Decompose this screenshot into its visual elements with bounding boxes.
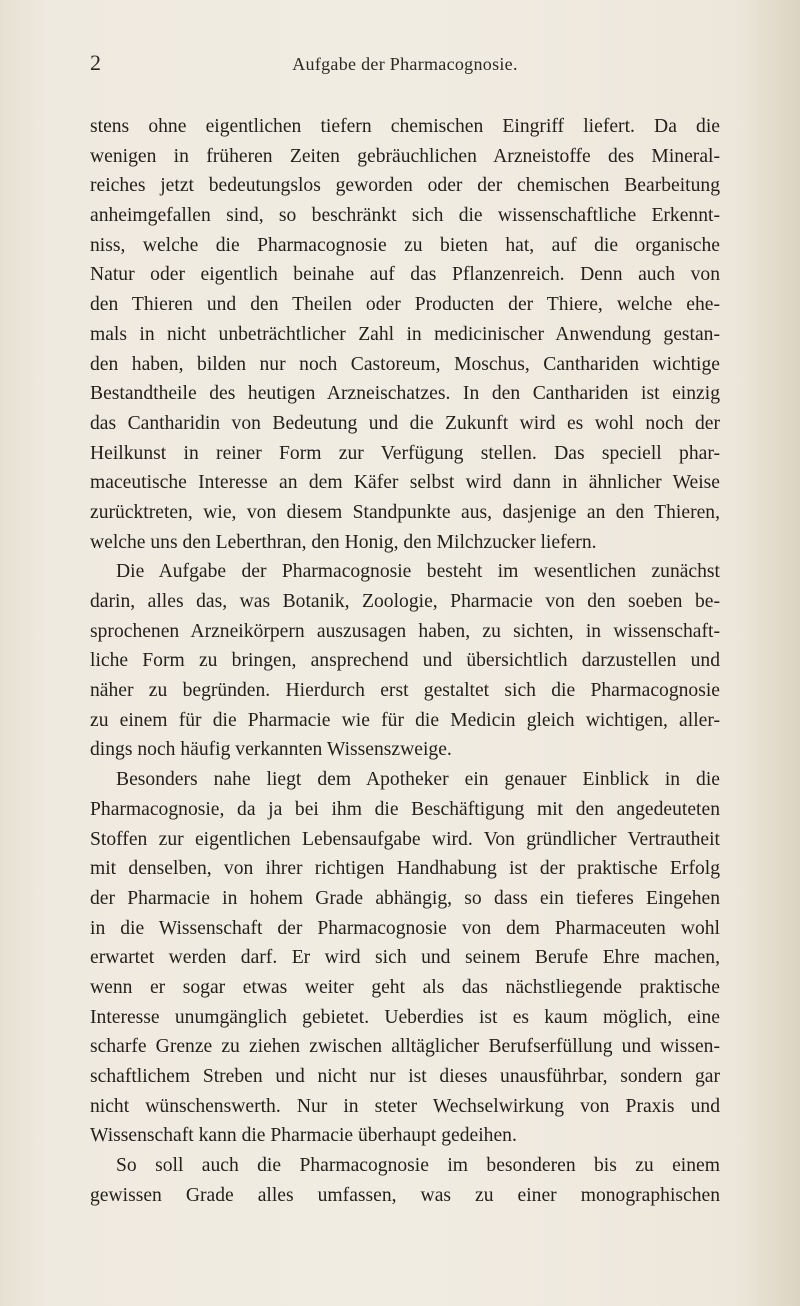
text-line: Natur oder eigentlich beinahe auf das Pflanzenreich. Denn auch von [90,264,720,286]
text-line: Besonders nahe liegt dem Apotheker ein genauer Einblick in die [116,769,720,791]
text-line: dings noch häufig verkannten Wissenszweige. [90,739,452,761]
text-line: der Pharmacie in hohem Grade abhängig, so dass ein tieferes Eingehen [90,887,720,909]
text-line: Wissenschaft kann die Pharmacie überhaupt gedeihen. [90,1125,517,1147]
text-line: niss, welche die Pharmacognosie zu bieten hat, auf die organische [90,234,720,256]
text-line: wenn er sogar etwas weiter geht als das nächstliegende praktische [90,976,720,998]
text-line: schaftlichem Streben und nicht nur ist dieses unausführbar, sondern gar [90,1066,720,1087]
text-line: näher zu begründen. Hierdurch erst gestaltet sich die Pharmacognosie [90,680,720,702]
running-head: Aufgabe der Pharmacognosie. [292,54,518,74]
text-line: Stoffen zur eigentlichen Lebensaufgabe wird. Von gründlicher Vertrautheit [90,828,720,850]
text-line: den haben, bilden nur noch Castoreum, Moschus, Canthariden wichtige [90,353,720,375]
text-line: liche Form zu bringen, ansprechend und übersichtlich darzustellen und [90,650,720,672]
text-line: reiches jetzt bedeutungslos geworden oder der chemischen Bearbeitung [90,175,720,197]
text-line: scharfe Grenze zu ziehen zwischen alltäglicher Berufserfüllung und wissen- [90,1036,720,1058]
text-line: anheimgefallen sind, so beschränkt sich die wissenschaftliche Erkennt- [90,205,720,227]
text-line: wenigen in früheren Zeiten gebräuchlichen Arzneistoffe des Mineral- [90,145,720,167]
text-line: So soll auch die Pharmacognosie im besonderen bis zu einem [116,1155,720,1177]
text-line: mals in nicht unbeträchtlicher Zahl in medicinischer Anwendung gestan- [90,323,720,345]
text-line: Die Aufgabe der Pharmacognosie besteht im wesentlichen zunächst [116,561,720,583]
text-line: nicht wünschenswerth. Nur in steter Wechselwirkung von Praxis und [90,1095,720,1117]
text-line: das Cantharidin von Bedeutung und die Zukunft wird es wohl noch der [90,412,720,434]
text-line: in die Wissenschaft der Pharmacognosie von dem Pharmaceuten wohl [90,917,720,939]
text-line: mit denselben, von ihrer richtigen Handhabung ist der praktische Erfolg [90,858,720,880]
text-line: sprochenen Arzneikörpern auszusagen haben, zu sichten, in wissenschaft- [90,620,720,642]
body-text [90,112,720,1210]
text-line: den Thieren und den Theilen oder Producten der Thiere, welche ehe- [90,294,720,316]
text-line: zu einem für die Pharmacie wie für die Medicin gleich wichtigen, aller- [90,709,720,731]
text-line: Bestandtheile des heutigen Arzneischatzes. In den Canthariden ist einzig [90,383,720,405]
text-line: Interesse unumgänglich gebietet. Ueberdies ist es kaum möglich, eine [90,1006,720,1028]
text-line: erwartet werden darf. Er wird sich und seinem Berufe Ehre machen, [90,947,720,969]
text-line: welche uns den Leberthran, den Honig, den Milchzucker liefern. [90,531,597,553]
page-number: 2 [90,50,101,75]
text-line: gewissen Grade alles umfassen, was zu einer monographischen [90,1184,720,1206]
text-line: maceutische Interesse an dem Käfer selbst wird dann in ähnlicher Weise [90,472,720,494]
text-line: stens ohne eigentlichen tiefern chemischen Eingriff liefert. Da die [90,116,720,137]
text-line: darin, alles das, was Botanik, Zoologie, Pharmacie von den soeben be- [90,591,720,612]
text-line: Heilkunst in reiner Form zur Verfügung stellen. Das speciell phar- [90,442,720,464]
text-line: Pharmacognosie, da ja bei ihm die Beschäftigung mit den angedeuteten [90,798,720,820]
page-header [90,50,720,80]
text-line: zurücktreten, wie, von diesem Standpunkte aus, dasjenige an den Thieren, [90,501,720,523]
